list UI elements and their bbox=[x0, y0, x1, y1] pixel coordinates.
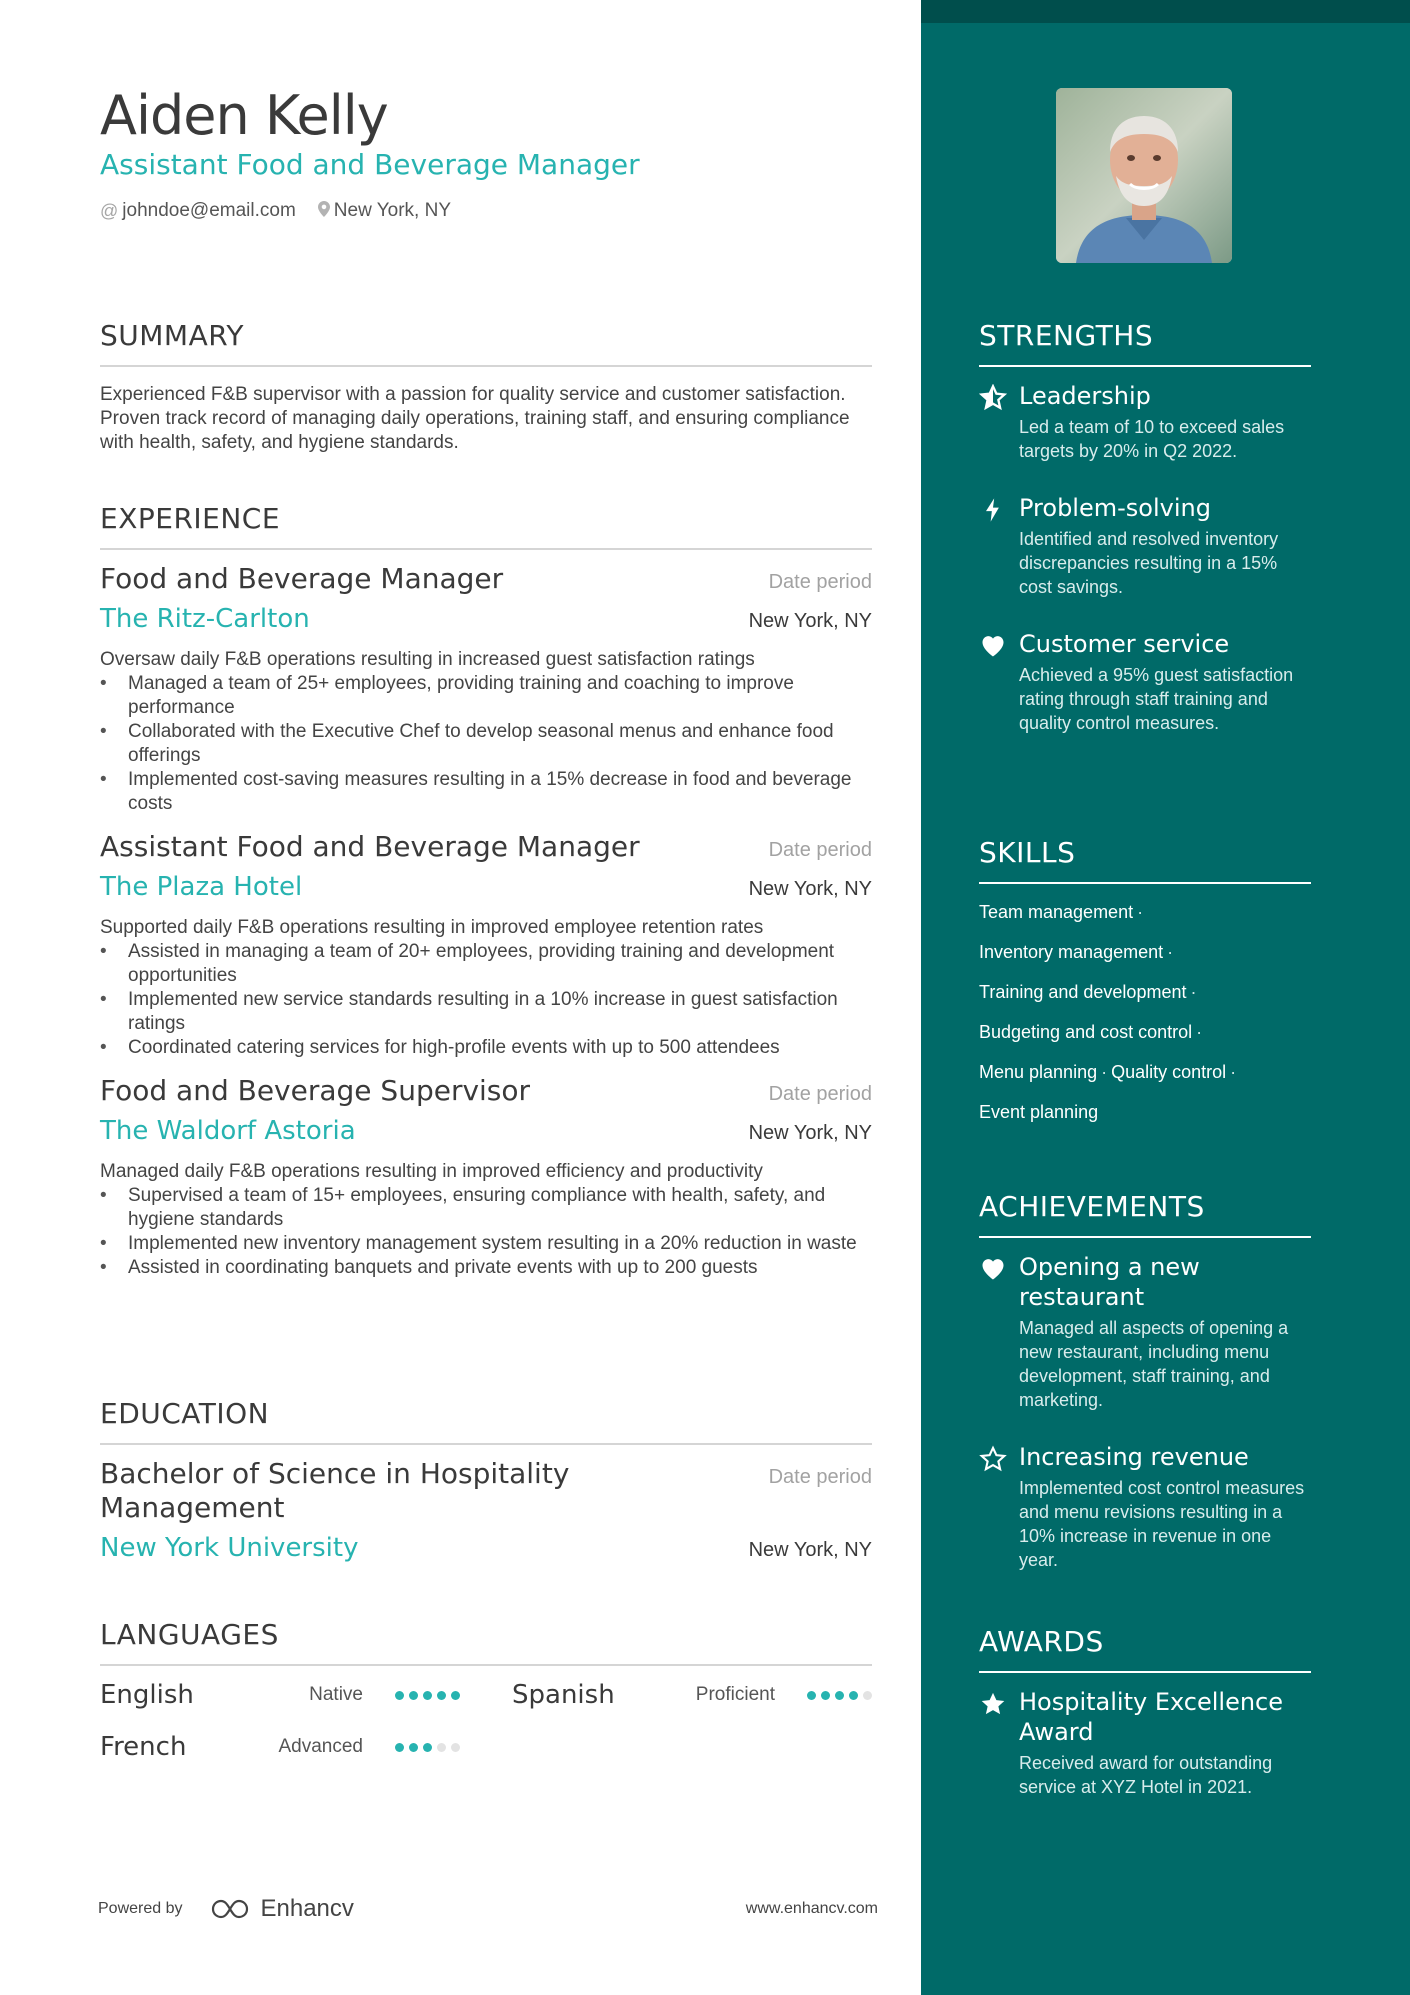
email-contact[interactable] bbox=[100, 200, 296, 222]
at-icon: @ bbox=[100, 200, 119, 221]
strengths-heading: STRENGTHS bbox=[979, 319, 1311, 367]
candidate-name: Aiden Kelly bbox=[100, 84, 388, 147]
language-dot-filled bbox=[423, 1743, 432, 1752]
experience-entry bbox=[100, 1074, 872, 1280]
job-bullet: • Implemented cost-saving measures resulting in a 15% decrease in food and beverage costs bbox=[100, 768, 872, 816]
profile-photo-image bbox=[1056, 88, 1232, 263]
job-bullet: • Assisted in coordinating banquets and private events with up to 200 guests bbox=[100, 1256, 872, 1280]
language-name: English bbox=[100, 1680, 194, 1710]
awards-section bbox=[979, 1625, 1311, 1799]
skill-item: Inventory management bbox=[979, 942, 1164, 962]
skills-line: Menu planning · Quality control · bbox=[979, 1062, 1237, 1082]
job-bullet: • Supervised a team of 15+ employees, ensuring compliance with health, safety, and hygiene standards bbox=[100, 1184, 872, 1232]
job-date: Date period bbox=[768, 1083, 872, 1105]
summary-text: Experienced F&B supervisor with a passion for quality service and customer satisfaction. Proven track record of managing daily operations, training staff, and ensuring compliance with health, safety, and hygiene standards. bbox=[100, 384, 850, 453]
strength-title: Leadership bbox=[1019, 382, 1151, 410]
skill-item: Event planning bbox=[979, 1102, 1099, 1122]
strength-title: Customer service bbox=[1019, 630, 1230, 658]
skill-item: Budgeting and cost control bbox=[979, 1022, 1193, 1042]
experience-entry bbox=[100, 562, 872, 816]
skills-line: Budgeting and cost control · bbox=[979, 1022, 1203, 1042]
page-footer bbox=[98, 1895, 878, 1923]
experience-entry bbox=[100, 830, 872, 1060]
languages-heading: LANGUAGES bbox=[100, 1618, 872, 1666]
achievement-text: Managed all aspects of opening a new restaurant, including menu development, staff training, and marketing. bbox=[1019, 1318, 1289, 1410]
job-bullet: • Collaborated with the Executive Chef to develop seasonal menus and enhance food offerings bbox=[100, 720, 872, 768]
star-half-icon bbox=[979, 384, 1007, 412]
skills-line: Team management · bbox=[979, 902, 1144, 922]
heart-icon bbox=[979, 1255, 1007, 1283]
education-heading: EDUCATION bbox=[100, 1397, 872, 1445]
strength-text: Identified and resolved inventory discrepancies resulting in a 15% cost savings. bbox=[1019, 529, 1279, 597]
profile-photo bbox=[1056, 88, 1232, 263]
sidebar bbox=[921, 0, 1410, 1995]
language-dot-filled bbox=[409, 1743, 418, 1752]
job-bullets bbox=[100, 672, 872, 816]
education-date: Date period bbox=[768, 1466, 872, 1488]
job-date: Date period bbox=[768, 571, 872, 593]
job-location: New York, NY bbox=[748, 1122, 872, 1144]
strength-text: Led a team of 10 to exceed sales targets by 20% in Q2 2022. bbox=[1019, 417, 1285, 461]
job-bullet: • Managed a team of 25+ employees, providing training and coaching to improve performance bbox=[100, 672, 872, 720]
resume-header bbox=[100, 84, 880, 222]
job-bullets bbox=[100, 940, 872, 1060]
company-name: The Ritz-Carlton bbox=[100, 604, 310, 634]
job-bullets bbox=[100, 1184, 872, 1280]
education-entry bbox=[100, 1457, 872, 1565]
strength-item bbox=[979, 493, 1311, 599]
achievement-text: Implemented cost control measures and menu revisions resulting in a 10% increase in revenue in one year. bbox=[1019, 1478, 1305, 1570]
enhancv-brand-name: Enhancv bbox=[260, 1895, 354, 1922]
job-location: New York, NY bbox=[748, 878, 872, 900]
language-dots bbox=[807, 1691, 872, 1700]
school-location: New York, NY bbox=[748, 1539, 872, 1561]
language-level: Native bbox=[309, 1684, 363, 1705]
language-dot-filled bbox=[395, 1743, 404, 1752]
language-dots bbox=[395, 1743, 460, 1752]
job-bullet: • Implemented new inventory management system resulting in a 20% reduction in waste bbox=[100, 1232, 872, 1256]
language-level: Proficient bbox=[695, 1684, 775, 1705]
location-contact bbox=[318, 200, 451, 222]
company-name: The Plaza Hotel bbox=[100, 872, 303, 902]
language-dot-filled bbox=[423, 1691, 432, 1700]
language-dot-empty bbox=[863, 1691, 872, 1700]
language-item bbox=[100, 1680, 460, 1710]
job-description: Oversaw daily F&B operations resulting in increased guest satisfaction ratings bbox=[100, 649, 755, 670]
lightning-icon bbox=[979, 496, 1007, 524]
skill-item: Training and development bbox=[979, 982, 1187, 1002]
language-dot-filled bbox=[409, 1691, 418, 1700]
skill-item: Menu planning bbox=[979, 1062, 1098, 1082]
language-level: Advanced bbox=[278, 1736, 363, 1757]
skills-list bbox=[979, 892, 1311, 1132]
strength-title: Problem-solving bbox=[1019, 494, 1211, 522]
enhancv-logo[interactable] bbox=[209, 1895, 354, 1923]
strength-text: Achieved a 95% guest satisfaction rating through staff training and quality control measures. bbox=[1019, 665, 1294, 733]
language-dot-filled bbox=[437, 1691, 446, 1700]
language-item bbox=[100, 1732, 460, 1762]
language-dot-empty bbox=[437, 1743, 446, 1752]
language-dot-filled bbox=[451, 1691, 460, 1700]
awards-heading: AWARDS bbox=[979, 1625, 1311, 1673]
skills-line: Training and development · bbox=[979, 982, 1197, 1002]
strength-item bbox=[979, 381, 1311, 463]
achievements-heading: ACHIEVEMENTS bbox=[979, 1190, 1311, 1238]
skills-heading: SKILLS bbox=[979, 836, 1311, 884]
job-bullet: • Assisted in managing a team of 20+ employees, providing training and development opportunities bbox=[100, 940, 872, 988]
powered-by bbox=[98, 1895, 354, 1923]
achievements-section bbox=[979, 1190, 1311, 1572]
achievement-title: Increasing revenue bbox=[1019, 1443, 1249, 1471]
company-name: The Waldorf Astoria bbox=[100, 1116, 356, 1146]
job-description: Managed daily F&B operations resulting in improved efficiency and productivity bbox=[100, 1161, 763, 1182]
school-name: New York University bbox=[100, 1533, 359, 1563]
language-dot-filled bbox=[807, 1691, 816, 1700]
language-dot-empty bbox=[451, 1743, 460, 1752]
strength-item bbox=[979, 629, 1311, 735]
language-dot-filled bbox=[395, 1691, 404, 1700]
job-description: Supported daily F&B operations resulting in improved employee retention rates bbox=[100, 917, 764, 938]
language-name: French bbox=[100, 1732, 187, 1762]
footer-website-link[interactable]: www.enhancv.com bbox=[745, 1900, 878, 1917]
job-title: Food and Beverage Manager bbox=[100, 562, 504, 595]
contact-info bbox=[100, 200, 880, 222]
summary-section bbox=[100, 319, 872, 455]
languages-section bbox=[100, 1618, 872, 1762]
star-outline-icon bbox=[979, 1445, 1007, 1473]
skills-line bbox=[979, 1092, 1311, 1132]
degree-title: Bachelor of Science in Hospitality Management bbox=[100, 1457, 570, 1524]
languages-list bbox=[100, 1680, 872, 1762]
candidate-title: Assistant Food and Beverage Manager bbox=[100, 148, 640, 181]
experience-heading: EXPERIENCE bbox=[100, 502, 872, 550]
achievement-item bbox=[979, 1252, 1311, 1412]
skills-line: Inventory management · bbox=[979, 942, 1174, 962]
summary-heading: SUMMARY bbox=[100, 319, 872, 367]
strengths-section bbox=[979, 319, 1311, 735]
email-text: johndoe@email.com bbox=[122, 200, 296, 221]
skill-item: Quality control bbox=[1111, 1062, 1227, 1082]
achievement-item bbox=[979, 1442, 1311, 1572]
achievement-title: Opening a new restaurant bbox=[1019, 1253, 1200, 1311]
job-location: New York, NY bbox=[748, 610, 872, 632]
job-title: Food and Beverage Supervisor bbox=[100, 1074, 531, 1107]
award-title: Hospitality Excellence Award bbox=[1019, 1688, 1284, 1746]
location-pin-icon bbox=[318, 201, 330, 222]
job-bullet: • Coordinated catering services for high-profile events with up to 500 attendees bbox=[100, 1036, 872, 1060]
language-name: Spanish bbox=[512, 1680, 615, 1710]
skills-section bbox=[979, 836, 1311, 1132]
skill-item: Team management bbox=[979, 902, 1134, 922]
powered-by-label: Powered by bbox=[98, 1900, 183, 1917]
location-text: New York, NY bbox=[333, 200, 452, 221]
enhancv-logo-icon bbox=[209, 1897, 255, 1921]
language-dot-filled bbox=[821, 1691, 830, 1700]
star-filled-icon bbox=[979, 1690, 1007, 1718]
language-dots bbox=[395, 1691, 460, 1700]
award-item bbox=[979, 1687, 1311, 1799]
job-date: Date period bbox=[768, 839, 872, 861]
job-bullet: • Implemented new service standards resulting in a 10% increase in guest satisfaction ratings bbox=[100, 988, 872, 1036]
heart-icon bbox=[979, 632, 1007, 660]
job-title: Assistant Food and Beverage Manager bbox=[100, 830, 640, 863]
language-dot-filled bbox=[835, 1691, 844, 1700]
experience-section bbox=[100, 502, 872, 1280]
education-section bbox=[100, 1397, 872, 1565]
language-item bbox=[512, 1680, 872, 1710]
award-text: Received award for outstanding service at XYZ Hotel in 2021. bbox=[1019, 1753, 1273, 1797]
language-dot-filled bbox=[849, 1691, 858, 1700]
sidebar-top-band bbox=[921, 0, 1410, 23]
